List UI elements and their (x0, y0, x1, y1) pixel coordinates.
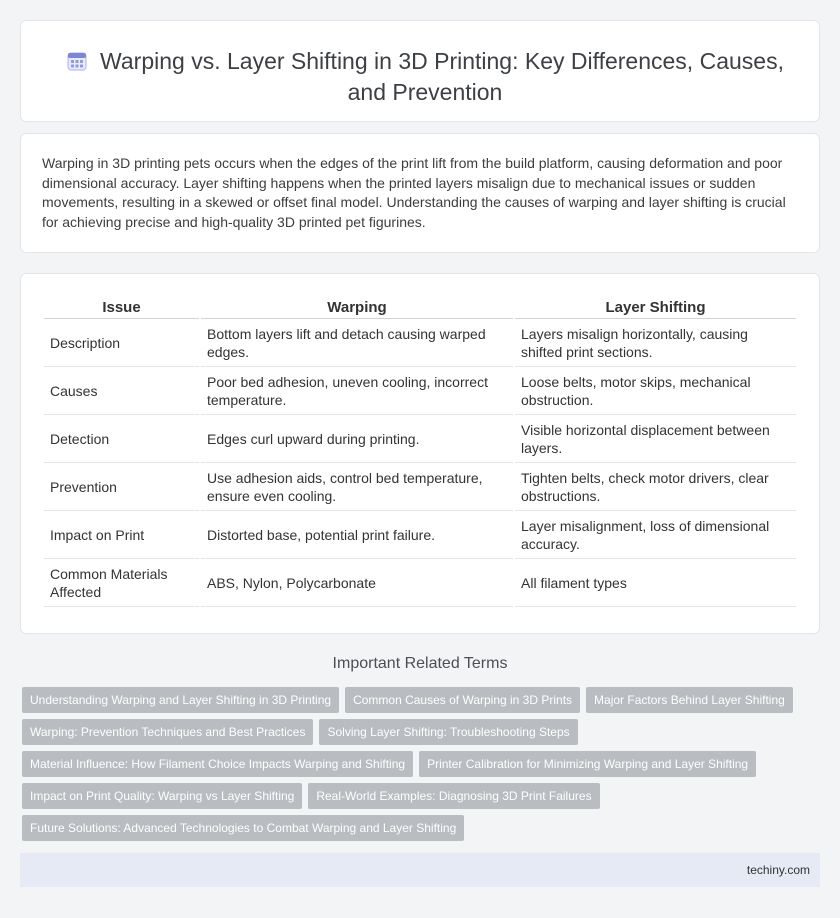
header-warping: Warping (201, 296, 513, 319)
row-label: Causes (44, 367, 199, 415)
layer-shifting-cell: Loose belts, motor skips, mechanical obstruction. (515, 367, 796, 415)
related-term-tag[interactable]: Real-World Examples: Diagnosing 3D Print Failures (308, 783, 599, 809)
intro-card (20, 133, 820, 253)
layer-shifting-cell: Tighten belts, check motor drivers, clear obstructions. (515, 463, 796, 511)
related-terms-heading: Important Related Terms (332, 655, 508, 672)
page-title-wrap (51, 46, 799, 108)
page-title: Warping vs. Layer Shifting in 3D Printing: Key Differences, Causes, and Prevention (100, 48, 784, 105)
related-term-tag[interactable]: Impact on Print Quality: Warping vs Layer Shifting (22, 783, 302, 809)
warping-cell: Edges curl upward during printing. (201, 415, 513, 463)
table-row (44, 463, 796, 511)
related-term-tag[interactable]: Understanding Warping and Layer Shifting in 3D Printing (22, 687, 339, 713)
layer-shifting-cell: Layers misalign horizontally, causing shifted print sections. (515, 319, 796, 367)
table-row (44, 559, 796, 607)
layer-shifting-cell: Visible horizontal displacement between layers. (515, 415, 796, 463)
row-label: Description (44, 319, 199, 367)
warping-cell: Distorted base, potential print failure. (201, 511, 513, 559)
related-term-tag[interactable]: Solving Layer Shifting: Troubleshooting Steps (319, 719, 577, 745)
layer-shifting-cell: Layer misalignment, loss of dimensional accuracy. (515, 511, 796, 559)
row-label: Detection (44, 415, 199, 463)
related-term-tag[interactable]: Material Influence: How Filament Choice Impacts Warping and Shifting (22, 751, 413, 777)
related-term-tag[interactable]: Common Causes of Warping in 3D Prints (345, 687, 580, 713)
warping-cell: ABS, Nylon, Polycarbonate (201, 559, 513, 607)
table-row (44, 319, 796, 367)
header-issue: Issue (44, 296, 199, 319)
table-header-row (44, 296, 796, 319)
title-card (20, 20, 820, 122)
table-row (44, 367, 796, 415)
header-layer-shifting: Layer Shifting (515, 296, 796, 319)
footer-site-link[interactable]: techiny.com (746, 863, 810, 877)
related-term-tag[interactable]: Warping: Prevention Techniques and Best Practices (22, 719, 313, 745)
related-term-tag[interactable]: Printer Calibration for Minimizing Warping and Layer Shifting (419, 751, 756, 777)
warping-cell: Use adhesion aids, control bed temperature, ensure even cooling. (201, 463, 513, 511)
row-label: Prevention (44, 463, 199, 511)
footer (20, 853, 820, 887)
related-term-tag[interactable]: Future Solutions: Advanced Technologies to Combat Warping and Layer Shifting (22, 815, 464, 841)
table-row (44, 415, 796, 463)
calendar-icon (66, 50, 88, 72)
related-terms-list (22, 687, 812, 841)
layer-shifting-cell: All filament types (515, 559, 796, 607)
warping-cell: Bottom layers lift and detach causing warped edges. (201, 319, 513, 367)
table-row (44, 511, 796, 559)
related-term-tag[interactable]: Major Factors Behind Layer Shifting (586, 687, 793, 713)
intro-paragraph: Warping in 3D printing pets occurs when the edges of the print lift from the build platform, causing deformation and poor dimensional accuracy. Layer shifting happens when the printed layers misalign due to mechanical issues or sudden movements, resulting in a skewed or offset final model. Understanding the causes of warping and layer shifting is crucial for achieving precise and high-quality 3D printed pet figurines. (42, 155, 786, 230)
comparison-table (42, 296, 798, 607)
warping-cell: Poor bed adhesion, uneven cooling, incorrect temperature. (201, 367, 513, 415)
row-label: Impact on Print (44, 511, 199, 559)
row-label: Common Materials Affected (44, 559, 199, 607)
comparison-table-card (20, 273, 820, 634)
